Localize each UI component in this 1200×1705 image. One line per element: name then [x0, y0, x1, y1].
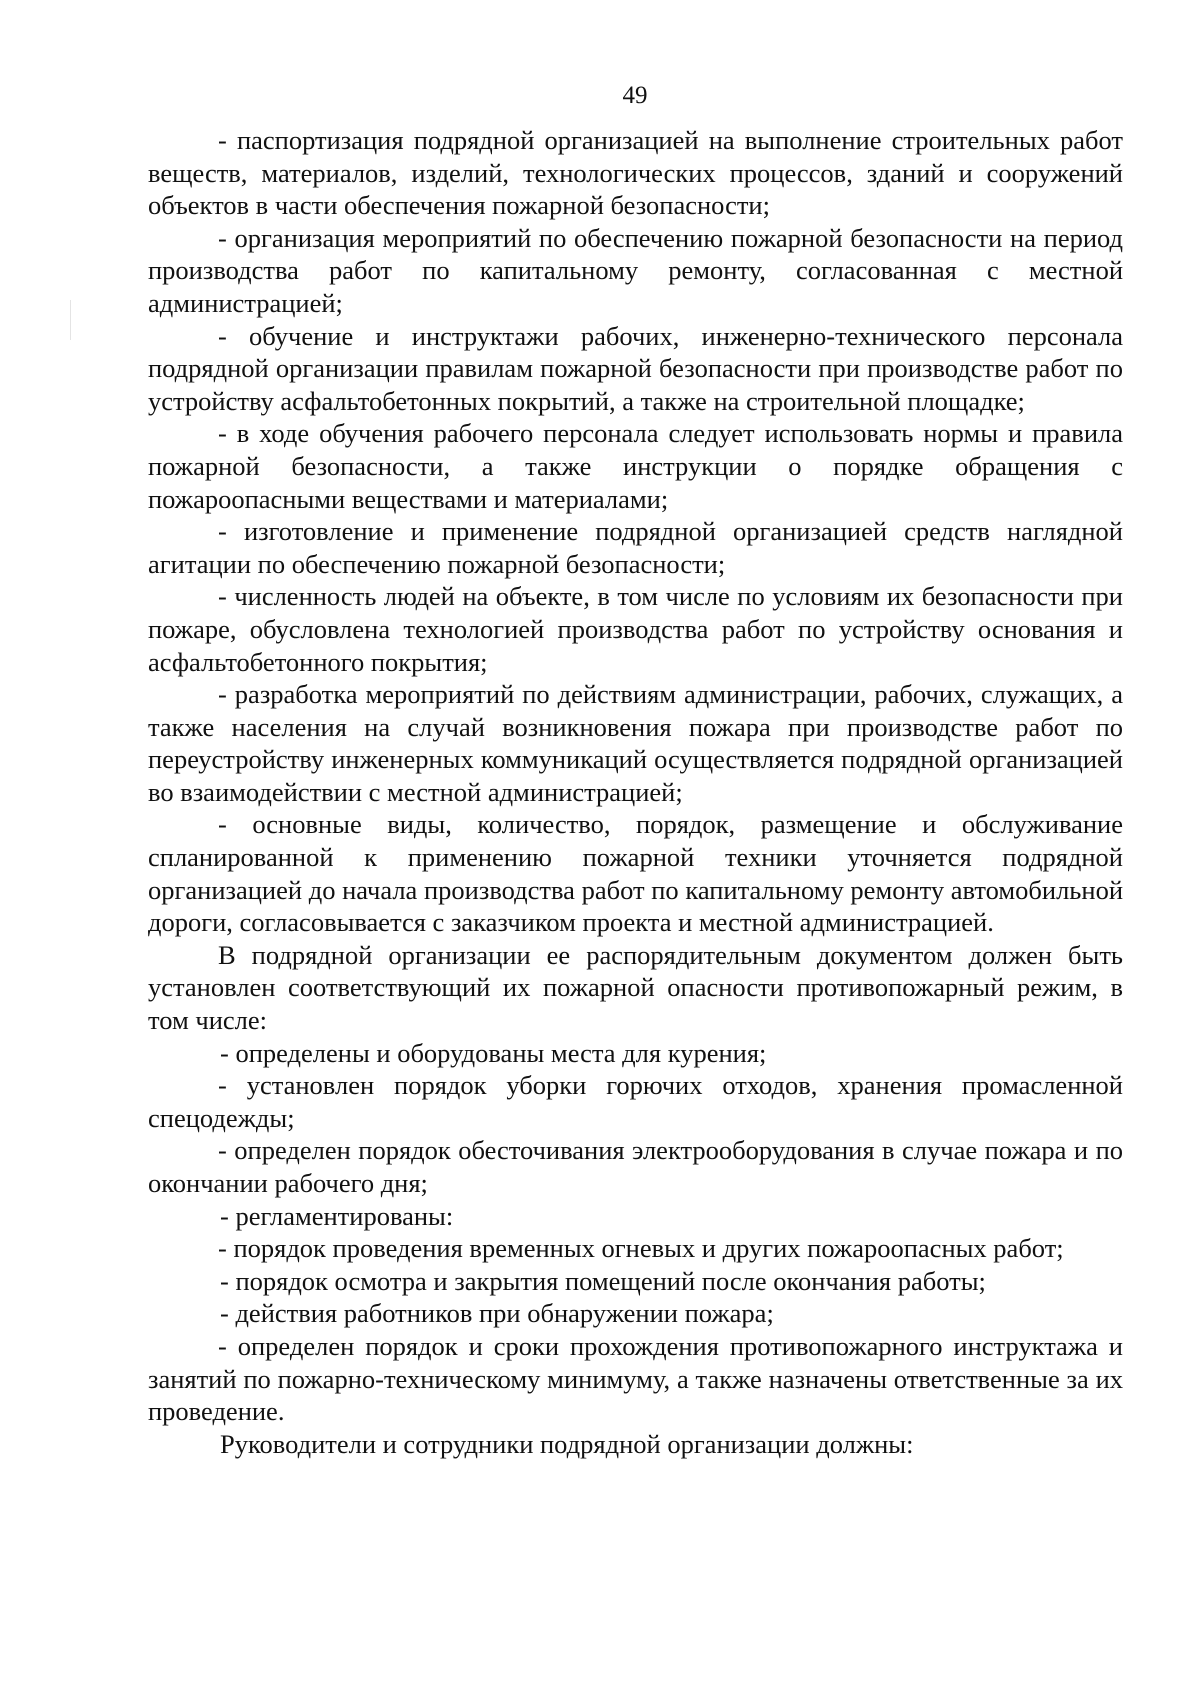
page-number: 49 [622, 82, 648, 109]
paragraph: - определен порядок и сроки прохождения противопожарного инструктажа и занятий по пожарно-техническому минимуму, а также назначены ответственные за их проведение. [148, 1330, 1123, 1427]
paragraph: - порядок проведения временных огневых и других пожароопасных работ; [218, 1233, 1064, 1264]
paragraph: - действия работников при обнаружении пожара; [220, 1298, 774, 1329]
paragraph: В подрядной организации ее распорядительным документом должен быть установлен соответствующий их пожарной опасности противопожарный режим, в том числе: [148, 939, 1123, 1036]
paragraph: - определен порядок обесточивания электрооборудования в случае пожара и по окончании рабочего дня; [148, 1135, 1123, 1198]
paragraph: Руководители и сотрудники подрядной организации должны: [220, 1428, 914, 1459]
paragraph: - изготовление и применение подрядной организацией средств наглядной агитации по обеспечению пожарной безопасности; [148, 516, 1123, 579]
paragraph: - регламентированы: [220, 1200, 454, 1231]
scan-margin-mark [70, 300, 71, 340]
paragraph: - в ходе обучения рабочего персонала следует использовать нормы и правила пожарной безопасности, а также инструкции о порядке обращения с пожароопасными веществами и материалами; [148, 418, 1123, 514]
paragraph: - порядок осмотра и закрытия помещений после окончания работы; [220, 1265, 986, 1296]
paragraph: - установлен порядок уборки горючих отходов, хранения промасленной спецодежды; [148, 1070, 1123, 1133]
paragraph: - паспортизация подрядной организацией на выполнение строительных работ веществ, материалов, изделий, технологических процессов, зданий и сооружений объектов в части обеспечения пожарной безопасности; [148, 125, 1123, 221]
paragraph: - численность людей на объекте, в том числе по условиям их безопасности при пожаре, обусловлена технологией производства работ по устройству основания и асфальтобетонного покрытия; [148, 581, 1123, 677]
paragraph: - определены и оборудованы места для курения; [220, 1037, 767, 1068]
paragraph: - разработка мероприятий по действиям администрации, рабочих, служащих, а также населения на случай возникновения пожара при производстве работ по переустройству инженерных коммуникаций осуществляется подрядной организацией во взаимодействии с местной администрацией; [148, 679, 1123, 807]
paragraph: - организация мероприятий по обеспечению пожарной безопасности на период производства работ по капитальному ремонту, согласованная с местной администрацией; [148, 222, 1123, 318]
paragraph: - основные виды, количество, порядок, размещение и обслуживание спланированной к применению пожарной техники уточняется подрядной организацией до начала производства работ по капитальному ремонту автомобильной дороги, согласовывается с заказчиком проекта и местной администрацией. [148, 809, 1123, 938]
document-body [148, 124, 1123, 1460]
paragraph: - обучение и инструктажи рабочих, инженерно-технического персонала подрядной организации правилам пожарной безопасности при производстве работ по устройству асфальтобетонных покрытий, а также на строительной площадке; [148, 320, 1123, 416]
